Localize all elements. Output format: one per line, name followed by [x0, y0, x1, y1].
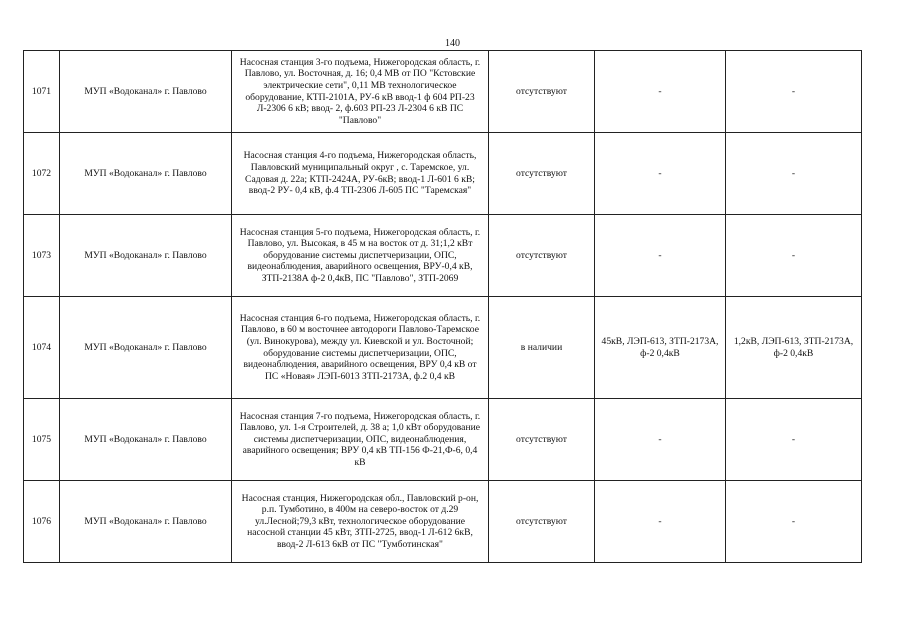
status-cell: отсутствуют [489, 399, 595, 481]
row-number: 1075 [24, 399, 60, 481]
power-source-cell: - [595, 133, 726, 215]
object-description-cell: Насосная станция 7-го подъема, Нижегородская область, г. Павлово, ул. 1-я Строителей, д. 38 а; 1,0 кВт оборудование системы диспетчеризации, ОПС, видеонаблюдения, аварийного освещения; ВРУ 0,4 кВ ТП-156 Ф-21,Ф-6, 0,4 кВ [232, 399, 489, 481]
page-number: 140 [445, 38, 460, 49]
power-source-cell: - [595, 399, 726, 481]
organization-cell: МУП «Водоканал» г. Павлово [60, 481, 232, 563]
organization-cell: МУП «Водоканал» г. Павлово [60, 51, 232, 133]
status-cell: отсутствуют [489, 51, 595, 133]
table-row [24, 399, 862, 481]
status-cell: отсутствуют [489, 481, 595, 563]
object-description-cell: Насосная станция 6-го подъема, Нижегородская область, г. Павлово, в 60 м восточнее автодороги Павлово-Таремское (ул. Винокурова), между ул. Киевской и ул. Восточной; оборудование системы диспетчеризации, ОПС, видеонаблюдения, аварийного освещения, ВРУ 0,4 кВ от ПС «Новая» ЛЭП-6013 ЗТП-2173А, ф.2 0,4 кВ [232, 297, 489, 399]
row-number: 1074 [24, 297, 60, 399]
organization-cell: МУП «Водоканал» г. Павлово [60, 133, 232, 215]
power-detail-cell: - [726, 481, 862, 563]
table-row [24, 133, 862, 215]
table-row [24, 215, 862, 297]
facilities-table [23, 50, 862, 563]
power-source-cell: - [595, 51, 726, 133]
power-detail-cell: - [726, 133, 862, 215]
table-row [24, 481, 862, 563]
power-detail-cell: - [726, 215, 862, 297]
power-detail-cell: - [726, 399, 862, 481]
power-detail-cell: - [726, 51, 862, 133]
organization-cell: МУП «Водоканал» г. Павлово [60, 399, 232, 481]
status-cell: отсутствуют [489, 133, 595, 215]
power-detail-cell: 1,2кВ, ЛЭП-613, ЗТП-2173А, ф-2 0,4кВ [726, 297, 862, 399]
object-description-cell: Насосная станция 3-го подъема, Нижегородская область, г. Павлово, ул. Восточная, д. 16; 0,4 МВ от ПО "Кстовские электрические сети", 0,11 МВ технологическое оборудование, КТП-2101А, РУ-6 кВ ввод-1 ф 604 РП-23 Л-2306 6 кВ; ввод- 2, ф.603 РП-23 Л-2304 6 кВ ПС "Павлово" [232, 51, 489, 133]
power-source-cell: - [595, 215, 726, 297]
power-source-cell: - [595, 481, 726, 563]
row-number: 1072 [24, 133, 60, 215]
object-description-cell: Насосная станция 4-го подъема, Нижегородская область, Павловский муниципальный округ , с. Таремское, ул. Садовая д. 22а; КТП-2424А, РУ-6кВ; ввод-1 Л-601 6 кВ; ввод-2 РУ- 0,4 кВ, ф.4 ТП-2306 Л-605 ПС "Таремская" [232, 133, 489, 215]
organization-cell: МУП «Водоканал» г. Павлово [60, 215, 232, 297]
row-number: 1073 [24, 215, 60, 297]
status-cell: в наличии [489, 297, 595, 399]
table-row [24, 51, 862, 133]
object-description-cell: Насосная станция, Нижегородская обл., Павловский р-он, р.п. Тумботино, в 400м на северо-восток от д.29 ул.Лесной;79,3 кВт, технологическое оборудование насосной станции 45 кВт, ЗТП-2725, ввод-1 Л-612 6кВ, ввод-2 Л-613 6кВ от ПС "Тумботинская" [232, 481, 489, 563]
object-description-cell: Насосная станция 5-го подъема, Нижегородская область, г. Павлово, ул. Высокая, в 45 м на восток от д. 31;1,2 кВт оборудование системы диспетчеризации, ОПС, видеонаблюдения, аварийного освещения, ВРУ-0,4 кВ, ЗТП-2138А ф-2 0,4кВ, ПС "Павлово", ЗТП-2069 [232, 215, 489, 297]
organization-cell: МУП «Водоканал» г. Павлово [60, 297, 232, 399]
table-row [24, 297, 862, 399]
row-number: 1071 [24, 51, 60, 133]
row-number: 1076 [24, 481, 60, 563]
status-cell: отсутствуют [489, 215, 595, 297]
power-source-cell: 45кВ, ЛЭП-613, ЗТП-2173А, ф-2 0,4кВ [595, 297, 726, 399]
